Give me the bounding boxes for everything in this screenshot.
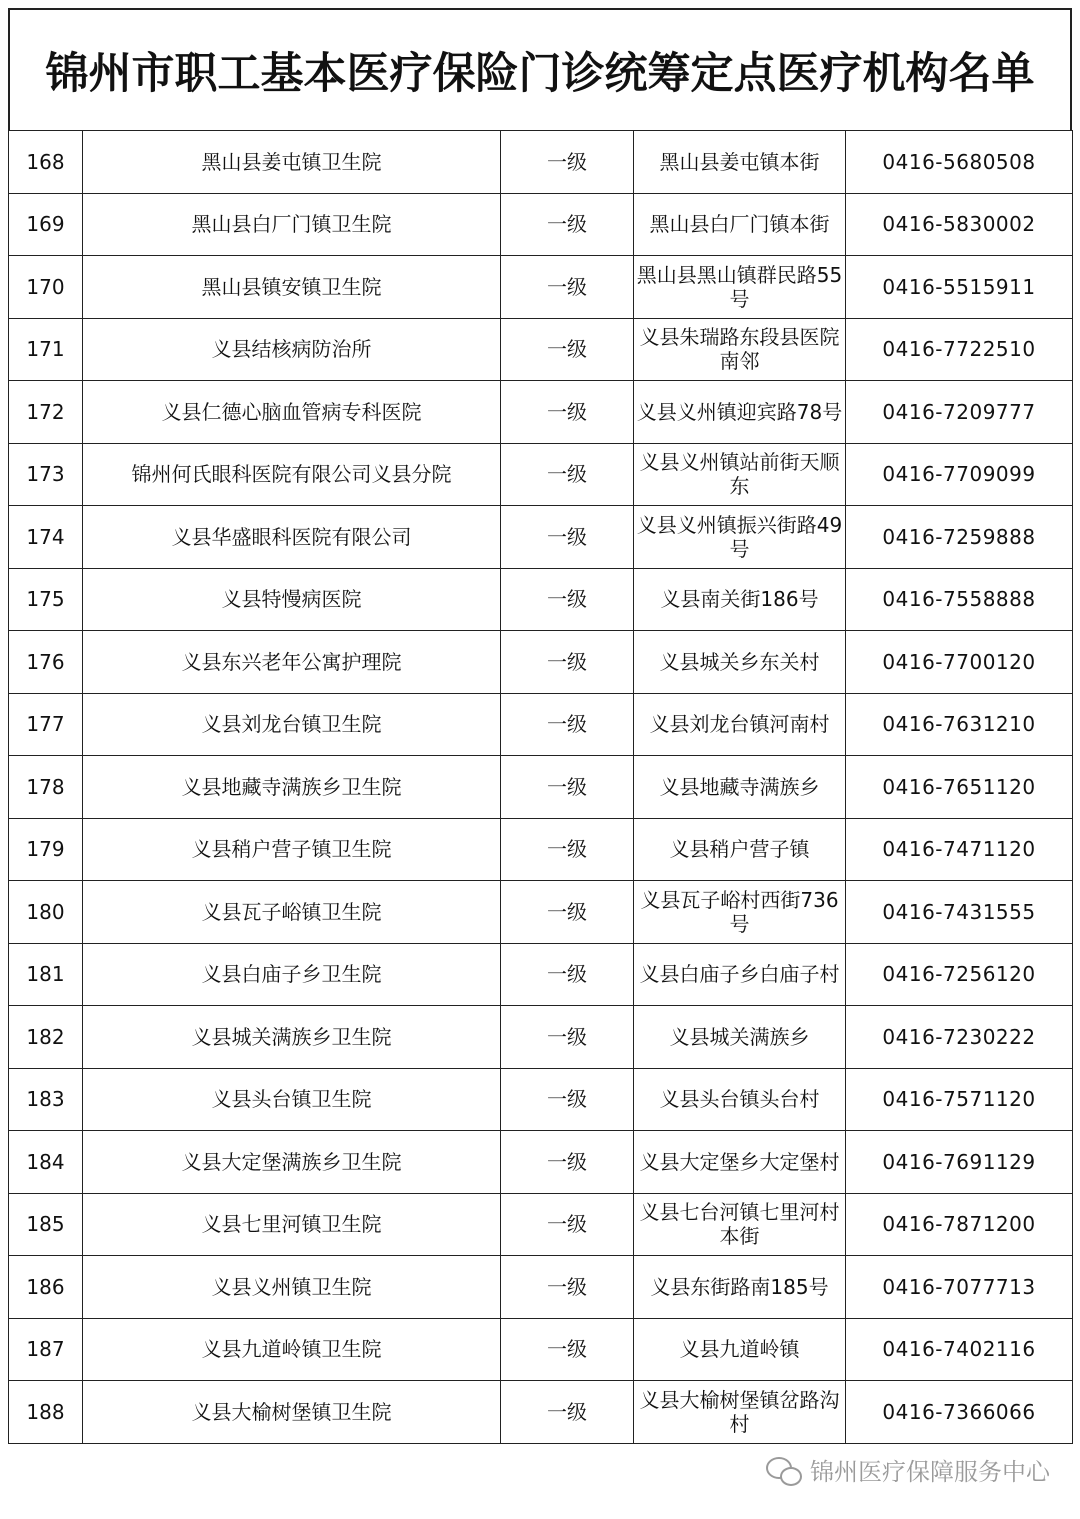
phone-cell: 0416-7722510 [846, 318, 1073, 381]
row-number-cell: 177 [9, 693, 83, 756]
level-cell: 一级 [501, 443, 634, 506]
level-cell: 一级 [501, 818, 634, 881]
table-row [9, 756, 1073, 819]
address-cell: 黑山县白厂门镇本街 [634, 193, 846, 256]
address-cell: 义县瓦子峪村西街736号 [634, 881, 846, 944]
table-row [9, 1131, 1073, 1194]
level-cell: 一级 [501, 131, 634, 194]
row-number-cell: 183 [9, 1068, 83, 1131]
institution-name-cell: 黑山县白厂门镇卫生院 [83, 193, 501, 256]
table-row [9, 318, 1073, 381]
institution-name-cell: 义县七里河镇卫生院 [83, 1193, 501, 1256]
institution-name-cell: 义县大定堡满族乡卫生院 [83, 1131, 501, 1194]
table-body [9, 131, 1073, 1444]
level-cell: 一级 [501, 881, 634, 944]
institution-name-cell: 义县义州镇卫生院 [83, 1256, 501, 1319]
level-cell: 一级 [501, 1381, 634, 1444]
table-row [9, 568, 1073, 631]
table-row [9, 1318, 1073, 1381]
address-cell: 义县城关满族乡 [634, 1006, 846, 1069]
institution-name-cell: 义县结核病防治所 [83, 318, 501, 381]
level-cell: 一级 [501, 693, 634, 756]
row-number-cell: 171 [9, 318, 83, 381]
level-cell: 一级 [501, 381, 634, 444]
address-cell: 义县义州镇站前街天顺东 [634, 443, 846, 506]
table-row [9, 943, 1073, 1006]
address-cell: 义县刘龙台镇河南村 [634, 693, 846, 756]
institution-name-cell: 义县地藏寺满族乡卫生院 [83, 756, 501, 819]
institution-name-cell: 义县特慢病医院 [83, 568, 501, 631]
row-number-cell: 186 [9, 1256, 83, 1319]
level-cell: 一级 [501, 756, 634, 819]
address-cell: 义县东街路南185号 [634, 1256, 846, 1319]
phone-cell: 0416-7077713 [846, 1256, 1073, 1319]
phone-cell: 0416-7471120 [846, 818, 1073, 881]
table-row [9, 193, 1073, 256]
address-cell: 义县九道岭镇 [634, 1318, 846, 1381]
table-row [9, 506, 1073, 569]
row-number-cell: 180 [9, 881, 83, 944]
phone-cell: 0416-7431555 [846, 881, 1073, 944]
level-cell: 一级 [501, 318, 634, 381]
table-row [9, 131, 1073, 194]
phone-cell: 0416-7700120 [846, 631, 1073, 694]
level-cell: 一级 [501, 1131, 634, 1194]
phone-cell: 0416-7871200 [846, 1193, 1073, 1256]
institution-name-cell: 黑山县镇安镇卫生院 [83, 256, 501, 319]
address-cell: 黑山县黑山镇群民路55号 [634, 256, 846, 319]
document-sheet [8, 8, 1072, 1444]
row-number-cell: 188 [9, 1381, 83, 1444]
level-cell: 一级 [501, 1318, 634, 1381]
wechat-icon [766, 1455, 802, 1485]
table-row [9, 818, 1073, 881]
row-number-cell: 172 [9, 381, 83, 444]
phone-cell: 0416-7651120 [846, 756, 1073, 819]
table-row [9, 631, 1073, 694]
table-row [9, 881, 1073, 944]
phone-cell: 0416-7402116 [846, 1318, 1073, 1381]
level-cell: 一级 [501, 568, 634, 631]
level-cell: 一级 [501, 1256, 634, 1319]
row-number-cell: 178 [9, 756, 83, 819]
row-number-cell: 181 [9, 943, 83, 1006]
phone-cell: 0416-7259888 [846, 506, 1073, 569]
address-cell: 义县稍户营子镇 [634, 818, 846, 881]
address-cell: 义县白庙子乡白庙子村 [634, 943, 846, 1006]
table-row [9, 693, 1073, 756]
table-row [9, 1381, 1073, 1444]
document-title: 锦州市职工基本医疗保险门诊统筹定点医疗机构名单 [8, 8, 1072, 130]
institution-name-cell: 黑山县姜屯镇卫生院 [83, 131, 501, 194]
address-cell: 义县城关乡东关村 [634, 631, 846, 694]
table-row [9, 1256, 1073, 1319]
watermark [766, 1452, 1050, 1487]
institution-name-cell: 义县九道岭镇卫生院 [83, 1318, 501, 1381]
level-cell: 一级 [501, 1006, 634, 1069]
institution-name-cell: 义县白庙子乡卫生院 [83, 943, 501, 1006]
address-cell: 义县义州镇振兴街路49号 [634, 506, 846, 569]
address-cell: 义县七台河镇七里河村本街 [634, 1193, 846, 1256]
row-number-cell: 175 [9, 568, 83, 631]
phone-cell: 0416-5515911 [846, 256, 1073, 319]
level-cell: 一级 [501, 631, 634, 694]
institution-name-cell: 义县头台镇卫生院 [83, 1068, 501, 1131]
table-row [9, 381, 1073, 444]
level-cell: 一级 [501, 1193, 634, 1256]
address-cell: 义县朱瑞路东段县医院南邻 [634, 318, 846, 381]
address-cell: 黑山县姜屯镇本街 [634, 131, 846, 194]
institution-name-cell: 义县瓦子峪镇卫生院 [83, 881, 501, 944]
phone-cell: 0416-7230222 [846, 1006, 1073, 1069]
watermark-text: 锦州医疗保障服务中心 [810, 1458, 1050, 1486]
table-row [9, 1193, 1073, 1256]
row-number-cell: 182 [9, 1006, 83, 1069]
level-cell: 一级 [501, 506, 634, 569]
address-cell: 义县义州镇迎宾路78号 [634, 381, 846, 444]
row-number-cell: 184 [9, 1131, 83, 1194]
row-number-cell: 169 [9, 193, 83, 256]
phone-cell: 0416-7558888 [846, 568, 1073, 631]
row-number-cell: 174 [9, 506, 83, 569]
institution-table [8, 130, 1073, 1444]
institution-name-cell: 义县东兴老年公寓护理院 [83, 631, 501, 694]
institution-name-cell: 义县大榆树堡镇卫生院 [83, 1381, 501, 1444]
phone-cell: 0416-5680508 [846, 131, 1073, 194]
phone-cell: 0416-7256120 [846, 943, 1073, 1006]
phone-cell: 0416-7209777 [846, 381, 1073, 444]
level-cell: 一级 [501, 1068, 634, 1131]
institution-name-cell: 义县刘龙台镇卫生院 [83, 693, 501, 756]
address-cell: 义县头台镇头台村 [634, 1068, 846, 1131]
row-number-cell: 176 [9, 631, 83, 694]
institution-name-cell: 锦州何氏眼科医院有限公司义县分院 [83, 443, 501, 506]
phone-cell: 0416-7709099 [846, 443, 1073, 506]
level-cell: 一级 [501, 256, 634, 319]
level-cell: 一级 [501, 193, 634, 256]
row-number-cell: 168 [9, 131, 83, 194]
row-number-cell: 187 [9, 1318, 83, 1381]
address-cell: 义县地藏寺满族乡 [634, 756, 846, 819]
row-number-cell: 170 [9, 256, 83, 319]
institution-name-cell: 义县稍户营子镇卫生院 [83, 818, 501, 881]
row-number-cell: 185 [9, 1193, 83, 1256]
table-row [9, 443, 1073, 506]
phone-cell: 0416-7571120 [846, 1068, 1073, 1131]
institution-name-cell: 义县城关满族乡卫生院 [83, 1006, 501, 1069]
phone-cell: 0416-5830002 [846, 193, 1073, 256]
institution-name-cell: 义县华盛眼科医院有限公司 [83, 506, 501, 569]
table-row [9, 1068, 1073, 1131]
phone-cell: 0416-7631210 [846, 693, 1073, 756]
phone-cell: 0416-7691129 [846, 1131, 1073, 1194]
institution-name-cell: 义县仁德心脑血管病专科医院 [83, 381, 501, 444]
table-row [9, 1006, 1073, 1069]
level-cell: 一级 [501, 943, 634, 1006]
phone-cell: 0416-7366066 [846, 1381, 1073, 1444]
row-number-cell: 179 [9, 818, 83, 881]
address-cell: 义县大榆树堡镇岔路沟村 [634, 1381, 846, 1444]
address-cell: 义县大定堡乡大定堡村 [634, 1131, 846, 1194]
address-cell: 义县南关街186号 [634, 568, 846, 631]
table-row [9, 256, 1073, 319]
row-number-cell: 173 [9, 443, 83, 506]
